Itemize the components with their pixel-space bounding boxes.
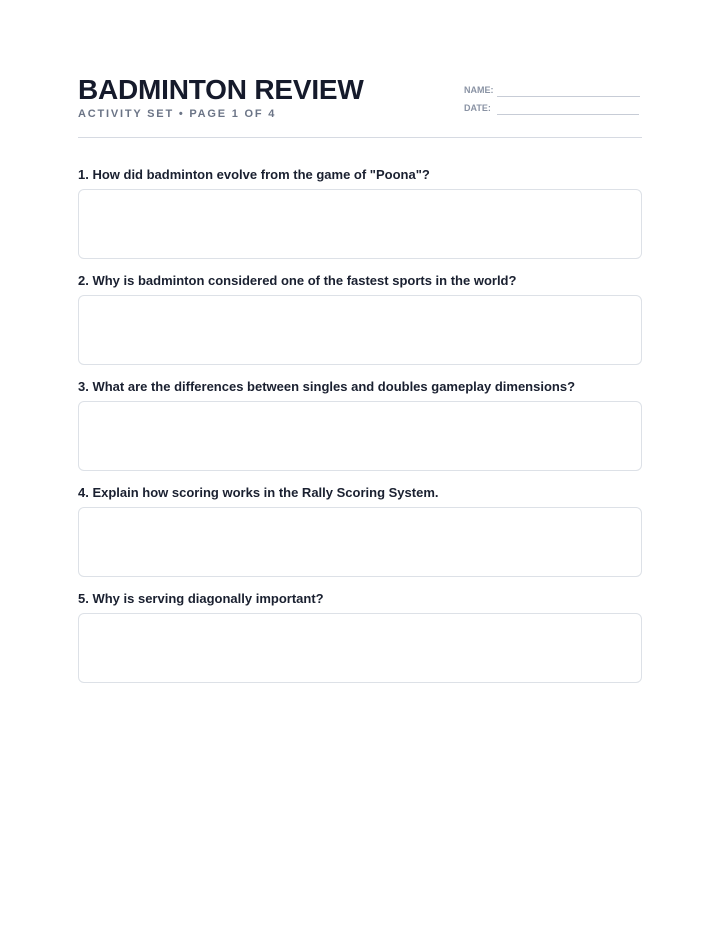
question-1 [78,167,642,259]
name-row [464,85,640,96]
worksheet-header [78,0,642,138]
question-5 [78,591,642,683]
answer-box-2[interactable] [78,295,642,365]
name-label: NAME: [464,85,494,95]
worksheet-page [78,0,642,932]
date-row [464,103,639,114]
answer-box-3[interactable] [78,401,642,471]
question-text: 1. How did badminton evolve from the game of "Poona"? [78,167,430,182]
name-field[interactable] [497,96,640,97]
question-text: 3. What are the differences between singles and doubles gameplay dimensions? [78,379,576,394]
answer-box-5[interactable] [78,613,642,683]
question-2 [78,273,642,365]
page-subtitle: ACTIVITY SET • PAGE 1 OF 4 [78,108,277,120]
question-3 [78,379,642,471]
question-text: 5. Why is serving diagonally important? [78,591,324,606]
answer-box-4[interactable] [78,507,642,577]
question-text: 2. Why is badminton considered one of the fastest sports in the world? [78,273,517,288]
question-4 [78,485,642,577]
answer-box-1[interactable] [78,189,642,259]
question-text: 4. Explain how scoring works in the Rally Scoring System. [78,485,439,500]
page-title: BADMINTON REVIEW [78,74,364,105]
date-label: DATE: [464,103,491,113]
date-field[interactable] [497,114,639,115]
